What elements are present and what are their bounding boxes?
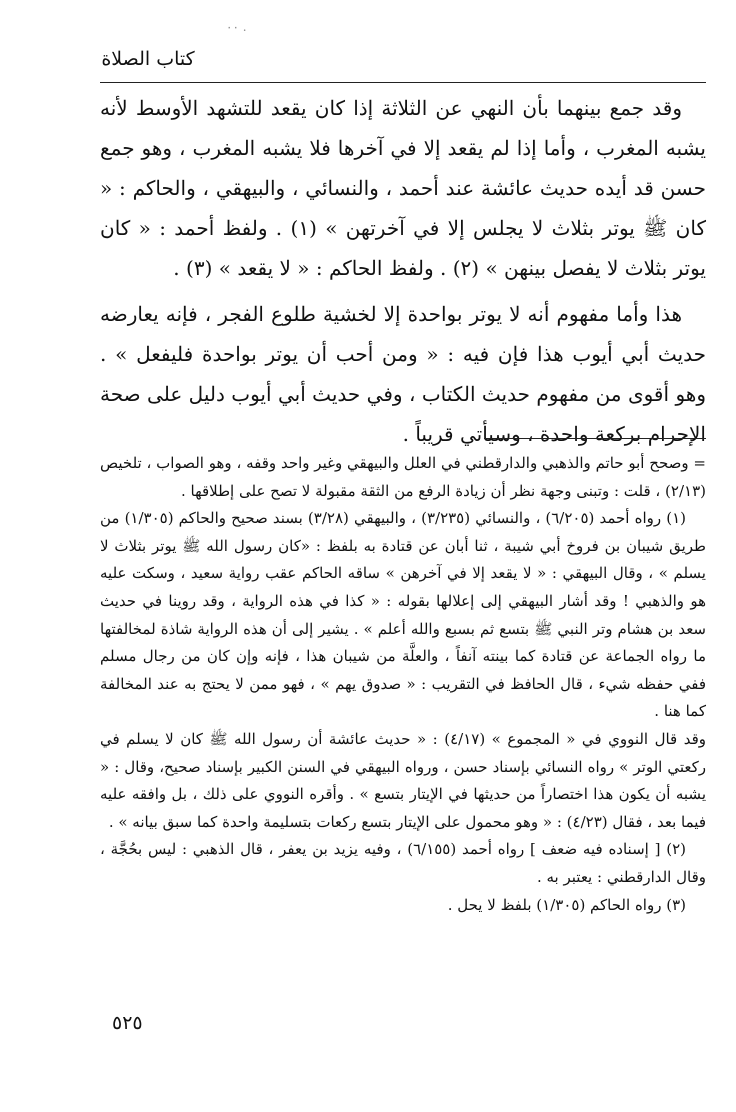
footnotes	[100, 450, 706, 919]
footnote-3: (٣) رواه الحاكم (١/٣٠٥) بلفظ لا يحل .	[447, 895, 686, 914]
header-divider	[100, 82, 706, 83]
footnote-1-continuation: وقد قال النووي في « المجموع » (٤/١٧) : « حديث عائشة أن رسول الله ﷺ كان لا يسلم في ركعتي الوتر » رواه النسائي بإسناد حسن ، ورواه البيهقي في السنن الكبير بإسناد صحيح، وقال : « يشبه أن يكون هذا اختصاراً من حديثها في الإيتار بتسع » . وأقره النووي على ذلك ، بل وافقه عليه فيما بعد ، فقال (٤/٢٣) : « وهو محمول على الإيتار بتسع ركعات بتسليمة واحدة كما سبق بيانه » .	[100, 729, 706, 831]
footnote-2: (٢) [ إسناده فيه ضعف ] رواه أحمد (٦/١٥٥) ، وفيه يزيد بن يعفر ، قال الذهبي : ليس بحُجَّة ، وقال الدارقطني : يعتبر به .	[100, 840, 706, 886]
main-paragraph: هذا وأما مفهوم أنه لا يوتر بواحدة إلا لخشية طلوع الفجر ، فإنه يعارضه حديث أبي أيوب هذا فإن فيه : « ومن أحب أن يوتر بواحدة فليفعل » . وهو أقوى من مفهوم حديث الكتاب ، وفي حديث أبي أيوب دليل على صحة الإحرام بركعة واحدة ، وسيأتي قريباً .	[100, 302, 706, 446]
header-ornament: ٠٠ .	[226, 20, 247, 34]
main-paragraph: وقد جمع بينهما بأن النهي عن الثلاثة إذا كان يقعد للتشهد الأوسط لأنه يشبه المغرب ، وأما إذا لم يقعد إلا في آخرها فلا يشبه المغرب ، وهو جمع حسن قد أيده حديث عائشة عند أحمد ، والنسائي ، والبيهقي ، والحاكم : « كان ﷺ يوتر بثلاث لا يجلس إلا في آخرتهن » (١) . ولفظ أحمد : « كان يوتر بثلاث لا يفصل بينهن » (٢) . ولفظ الحاكم : « لا يقعد » (٣) .	[100, 96, 706, 280]
footnote-continuation: = وصحح أبو حاتم والذهبي والدارقطني في العلل والبيهقي وغير واحد وقفه ، وهو الصواب ، تلخيص (٢/١٣) ، قلت : وتبنى وجهة نظر أن زيادة الرفع من الثقة مقبولة لا تصح على إطلاقها .	[100, 454, 706, 500]
footnote-1: (١) رواه أحمد (٦/٢٠٥) ، والنسائي (٣/٢٣٥) ، والبيهقي (٣/٢٨) بسند صحيح والحاكم (١/٣٠٥) من طريق شيبان بن فروخ أبي شيبة ، ثنا أبان عن قتادة به بلفظ : «كان رسول الله ﷺ يوتر بثلاث لا يسلم » ، وقال البيهقي : « لا يقعد إلا في آخرهن » ساقه الحاكم عقب رواية سعيد ، وسكت عليه هو والذهبي ! وقد أشار البيهقي إلى إعلالها بقوله : « كذا في هذه الرواية ، وقد روينا في حديث سعد بن هشام وتر النبي ﷺ بتسع ثم بسبع والله أعلم » . يشير إلى أن هذه الرواية شاذة لمخالفتها ما رواه الجماعة عن قتادة كما بينته آنفاً ، والعلَّة من شيبان هذا ، فإنه وإن كان من رجال مسلم ففي حفظه شيء ، قال الحافظ في التقريب : « صدوق يهم » ، فهو ممن لا يحتج به عند المخالفة كما هنا .	[100, 509, 706, 721]
footnote-divider	[484, 438, 706, 439]
main-text	[100, 88, 706, 454]
running-title: كتاب الصلاة	[101, 48, 195, 70]
page-number: ٥٢٥	[112, 1012, 143, 1034]
